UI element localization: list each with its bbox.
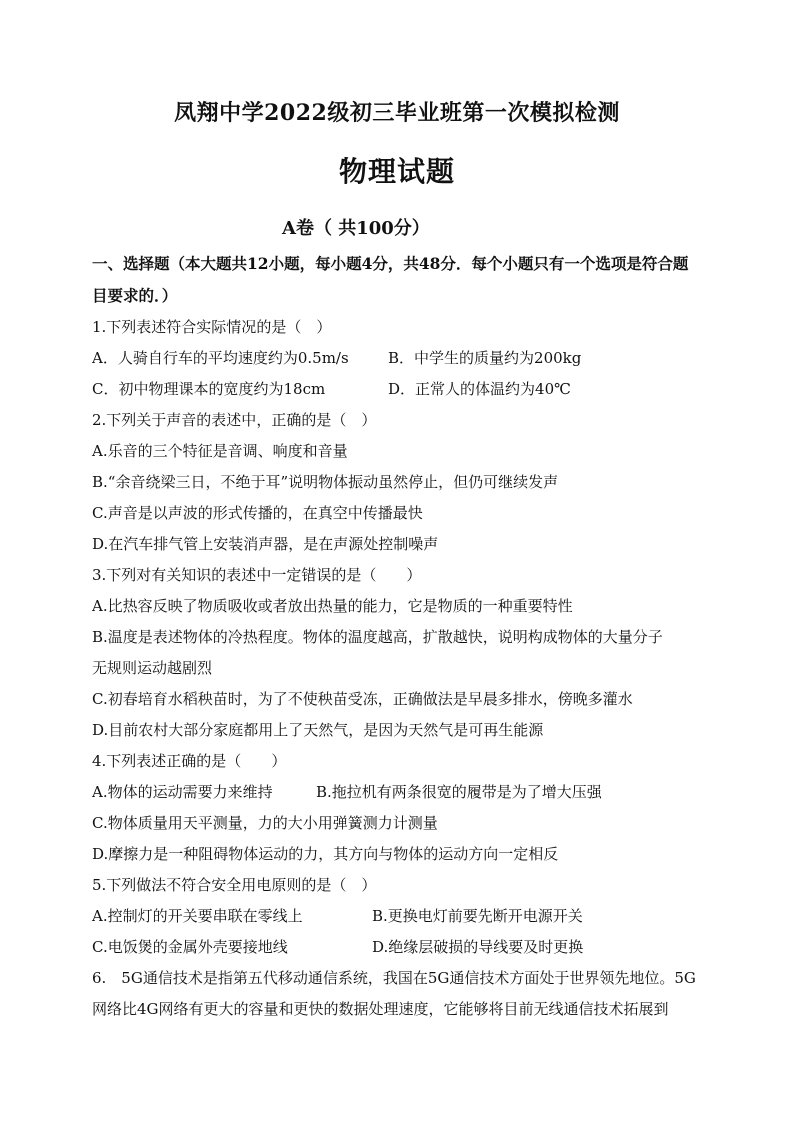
- question-4-option-c: C.物体质量用天平测量，力的大小用弹簧测力计测量: [92, 814, 438, 832]
- question-3-option-c: C.初春培育水稻秧苗时，为了不使秧苗受冻，正确做法是早晨多排水，傍晚多灌水: [92, 690, 633, 708]
- question-3-option-d: D.目前农村大部分家庭都用上了天然气，是因为天然气是可再生能源: [92, 721, 544, 739]
- question-5-option-d: D.绝缘层破损的导线要及时更换: [372, 938, 584, 956]
- question-1-stem: 1.下列表述符合实际情况的是（ ）: [92, 318, 332, 336]
- question-6-line2: 网络比4G网络有更大的容量和更快的数据处理速度，它能够将目前无线通信技术拓展到: [92, 1000, 669, 1018]
- question-2-option-d: D.在汽车排气管上安装消声器，是在声源处控制噪声: [92, 535, 439, 553]
- question-4-option-b: B.拖拉机有两条很宽的履带是为了增大压强: [316, 783, 602, 801]
- question-1-option-a: A．人骑自行车的平均速度约为0.5m/s: [92, 349, 349, 367]
- question-3-option-b-line2: 无规则运动越剧烈: [92, 659, 213, 677]
- subject-title: 物理试题: [338, 155, 455, 188]
- section-heading-line2: 目要求的．）: [92, 286, 178, 305]
- question-3-option-b-line1: B.温度是表述物体的冷热程度。物体的温度越高，扩散越快，说明构成物体的大量分子: [92, 628, 663, 646]
- question-2-option-c: C.声音是以声波的形式传播的，在真空中传播最快: [92, 504, 423, 522]
- question-1-option-b: B．中学生的质量约为200kg: [388, 349, 582, 367]
- question-5-stem: 5.下列做法不符合安全用电原则的是（ ）: [92, 876, 377, 894]
- question-3-stem: 3.下列对有关知识的表述中一定错误的是（ ）: [92, 566, 422, 584]
- question-2-option-a: A.乐音的三个特征是音调、响度和音量: [92, 442, 348, 460]
- question-2-stem: 2.下列关于声音的表述中，正确的是（ ）: [92, 411, 377, 429]
- question-2-option-b: B.“余音绕梁三日，不绝于耳”说明物体振动虽然停止，但仍可继续发声: [92, 473, 559, 491]
- question-5-option-a: A.控制灯的开关要串联在零线上: [92, 907, 303, 925]
- question-1-option-c: C．初中物理课本的宽度约为18cm: [92, 380, 326, 398]
- question-3-option-a: A.比热容反映了物质吸收或者放出热量的能力，它是物质的一种重要特性: [92, 597, 573, 615]
- question-1-option-d: D．正常人的体温约为40℃: [388, 380, 571, 398]
- question-4-stem: 4.下列表述正确的是（ ）: [92, 752, 287, 770]
- question-4-option-a: A.物体的运动需要力来维持: [92, 783, 273, 801]
- volume-label: A卷（ 共100分）: [282, 218, 430, 239]
- question-6-line1: 6. 5G通信技术是指第五代移动通信系统，我国在5G通信技术方面处于世界领先地位。5G: [92, 969, 696, 987]
- question-5-option-c: C.电饭煲的金属外壳要接地线: [92, 938, 288, 956]
- school-exam-title: 凤翔中学2022级初三毕业班第一次模拟检测: [174, 100, 620, 126]
- question-4-option-d: D.摩擦力是一种阻碍物体运动的力，其方向与物体的运动方向一定相反: [92, 845, 559, 863]
- section-heading-line1: 一、选择题（本大题共12小题，每小题4分，共48分．每个小题只有一个选项是符合题: [92, 254, 689, 273]
- question-5-option-b: B.更换电灯前要先断开电源开关: [372, 907, 583, 925]
